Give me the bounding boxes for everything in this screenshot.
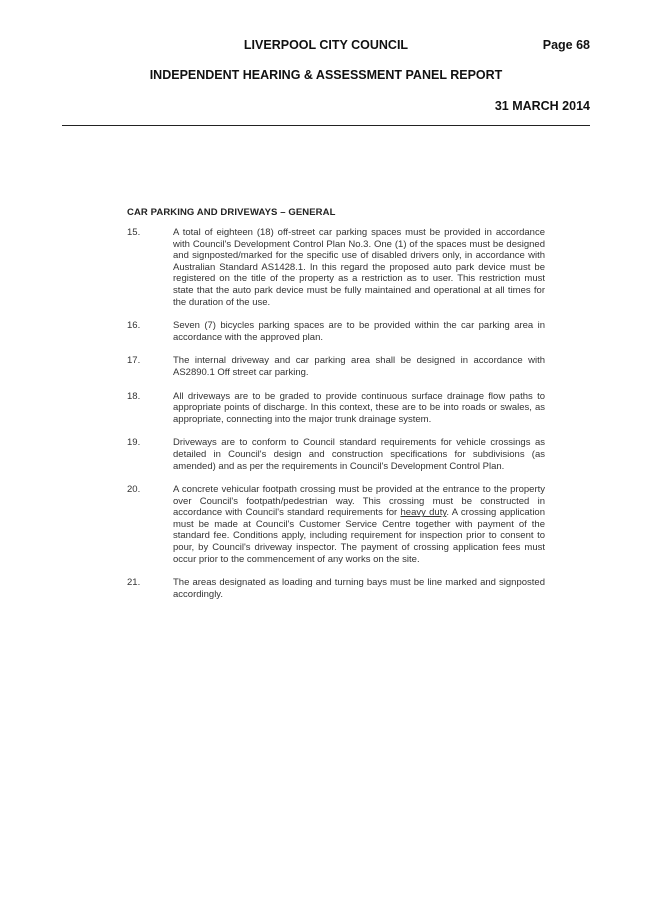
condition-number: 21. [127, 577, 141, 589]
report-title: INDEPENDENT HEARING & ASSESSMENT PANEL REPORT [149, 68, 503, 82]
condition-item [127, 437, 545, 472]
condition-item [127, 391, 545, 426]
conditions-section [127, 207, 545, 612]
condition-text: Driveways are to conform to Council standard requirements for vehicle crossings as detailed in Council's design and construction specifications for subdivisions (as amended) and as per the requirements in Council's Development Control Plan. [173, 437, 545, 472]
report-date: 31 MARCH 2014 [494, 99, 590, 113]
condition-text: The internal driveway and car parking area shall be designed in accordance with AS2890.1 Off street car parking. [173, 355, 545, 378]
condition-text-part: . A crossing application must be made at Council's Customer Service Centre together with payment of the standard fee. Conditions apply, including requirement for inspection prior to consent to pour, by Council's driveway inspector. The payment of crossing application fees must occur prior to the commencement of any works on the site. [173, 507, 545, 565]
condition-text: A total of eighteen (18) off-street car parking spaces must be provided in accordance with Council's Development Control Plan No.3. One (1) of the spaces must be designed and signposted/marked for the specific use of disabled drivers only, in accordance with Australian Standard AS1428.1. In this regard the proposed auto park device must be registered on the title of the property as a restriction as to user. This restriction must state that the auto park device must be fully maintained and operational at all times for the duration of the use. [173, 227, 545, 308]
condition-item [127, 484, 545, 565]
condition-number: 17. [127, 355, 141, 367]
condition-text [173, 484, 545, 565]
condition-number: 20. [127, 484, 141, 496]
condition-text: Seven (7) bicycles parking spaces are to be provided within the car parking area in accordance with the approved plan. [173, 320, 545, 343]
section-heading: CAR PARKING AND DRIVEWAYS – GENERAL [127, 207, 336, 218]
council-name: LIVERPOOL CITY COUNCIL [243, 38, 409, 52]
condition-number: 16. [127, 320, 141, 332]
condition-item [127, 320, 545, 343]
page-number: Page 68 [542, 38, 590, 52]
condition-item [127, 355, 545, 378]
condition-number: 19. [127, 437, 141, 449]
condition-item [127, 577, 545, 600]
condition-text: The areas designated as loading and turning bays must be line marked and signposted accordingly. [173, 577, 545, 600]
underlined-term: heavy duty [400, 507, 447, 519]
condition-number: 18. [127, 390, 141, 402]
condition-item [127, 227, 545, 308]
condition-text-part: A concrete vehicular footpath crossing must be provided at the entrance to the property over Council's footpath/pedestrian way. This crossing must be constructed in accordance with Council's standard requirements for [173, 484, 545, 519]
condition-number: 15. [127, 227, 141, 238]
header-divider [62, 125, 590, 126]
condition-text: All driveways are to be graded to provide continuous surface drainage flow paths to appropriate points of discharge. In this context, these are to be into roads or swales, as appropriate, connecting into the major trunk drainage system. [173, 390, 545, 425]
